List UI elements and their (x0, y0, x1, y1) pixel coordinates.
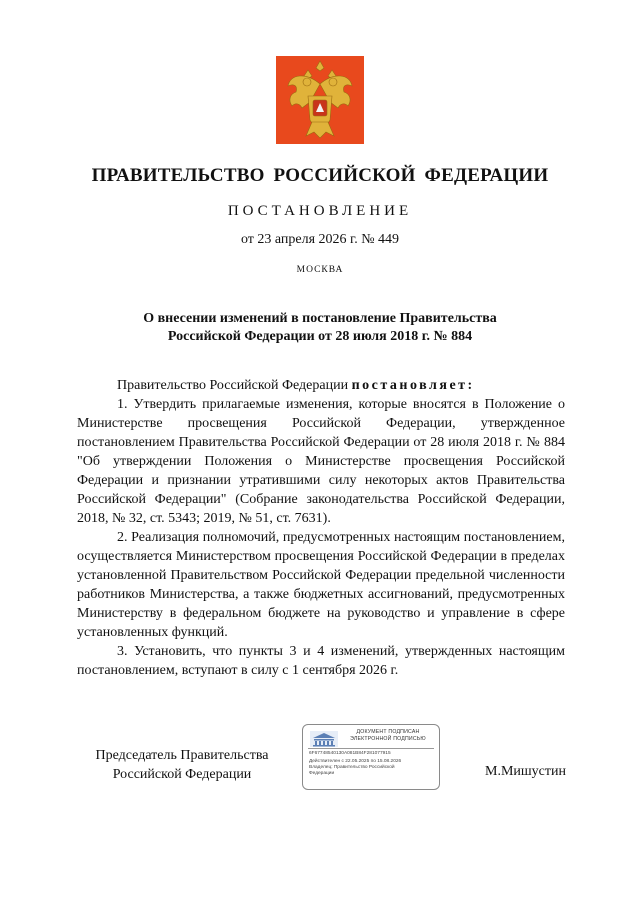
stamp-divider (308, 748, 434, 749)
signatory-name: М.Мишустин (485, 764, 566, 779)
position-line-2: Российской Федерации (112, 767, 252, 782)
city-name: МОСКВА (296, 265, 344, 275)
signatory-position (77, 746, 287, 784)
position-line-1: Председатель Правительства (95, 748, 269, 763)
document-type: ПОСТАНОВЛЕНИЕ (227, 203, 413, 219)
stamp-owner-line-1: Владелец: Правительство Российской (309, 765, 395, 770)
coat-of-arms-of-russia-icon (276, 56, 364, 144)
coat-of-arms-emblem (276, 56, 364, 144)
subject-line-1: О внесении изменений в постановление Правительства (143, 311, 497, 326)
stamp-title (341, 729, 435, 743)
preamble-start: Правительство Российской Федерации (117, 378, 349, 393)
stamp-validity: Действителен с 22.05.2025 по 15.08.2026 (309, 759, 402, 764)
subject-line-2: Российской Федерации от 28 июля 2018 г. № 884 (167, 329, 473, 344)
preamble (77, 376, 565, 395)
stamp-title-line-1: ДОКУМЕНТ ПОДПИСАН (356, 729, 420, 735)
stamp-title-line-2: ЭЛЕКТРОННОЙ ПОДПИСЬЮ (350, 736, 426, 742)
document-date-number: от 23 апреля 2026 г. № 449 (240, 232, 400, 247)
paragraph-3: 3. Установить, что пункты 3 и 4 изменений, утвержденных настоящим постановлением, вступают в силу с 1 сентября 2026 г. (77, 644, 565, 678)
government-title: ПРАВИТЕЛЬСТВО РОССИЙСКОЙ ФЕДЕРАЦИИ (91, 165, 549, 186)
government-building-icon (309, 730, 339, 748)
paragraph-2: 2. Реализация полномочий, предусмотренных настоящим постановлением, осуществляется Министерством просвещения Российской Федерации в пределах установленной Правительством Российской Федерации предельной численности работников Министерства, а также бюджетных ассигнований, предусмотренных Министерству в федеральном бюджете на руководство и управление в сфере установленных функций. (77, 530, 565, 640)
preamble-verb: постановляет: (351, 378, 475, 393)
document-body (77, 376, 565, 680)
stamp-owner-line-2: Федерации (309, 771, 335, 776)
stamp-certificate-id: 6F67748540130A081B84F281077915 (309, 751, 391, 756)
document-subject (110, 310, 530, 346)
electronic-signature-stamp (302, 724, 440, 790)
paragraph-1: 1. Утвердить прилагаемые изменения, которые вносятся в Положение о Министерстве просвещения Российской Федерации, утвержденное постановлением Правительства Российской Федерации от 28 июля 2018 г. № 884 "Об утверждении Положения о Министерстве просвещения Российской Федерации и признании утратившими силу некоторых актов Правительства Российской Федерации" (Собрание законодательства Российской Федерации, 2018, № 32, ст. 5343; 2019, № 51, ст. 7631). (77, 397, 565, 526)
